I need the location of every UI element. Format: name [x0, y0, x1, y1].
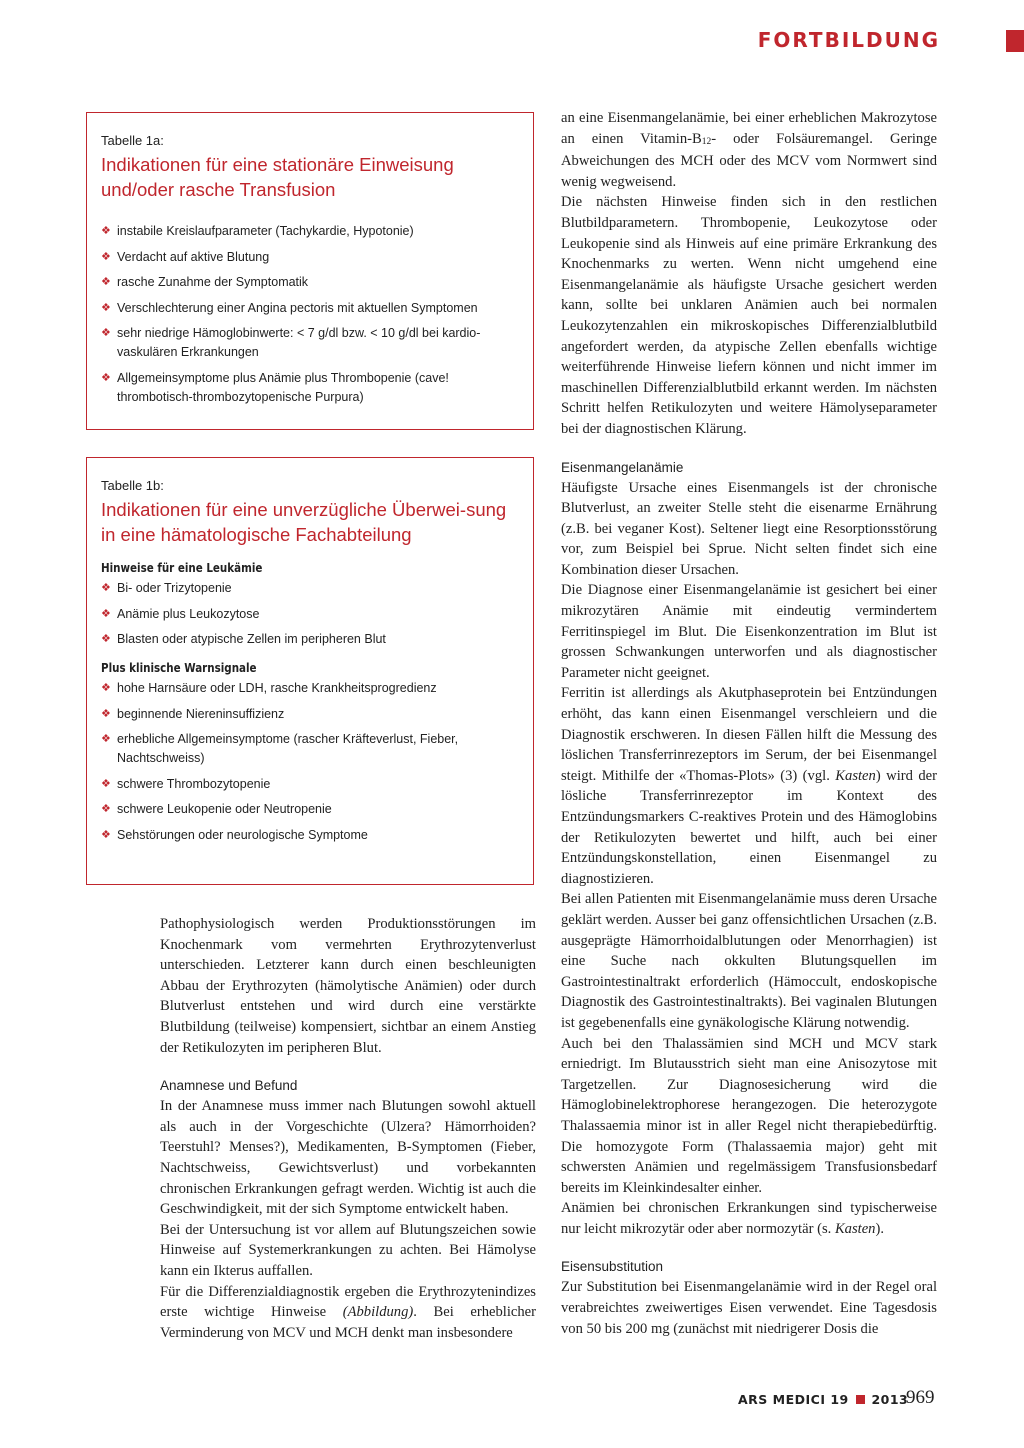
section-title: FORTBILDUNG [757, 28, 940, 52]
table-1a-box [86, 112, 534, 430]
paragraph: Die Diagnose einer Eisenmangelanämie ist gesichert bei einer mikrozytären Anämie mit eindeutig vermindertem Ferritinspiegel im Blut. Die Eisenkonzentration im Blut ist grossen Schwankungen unterworfen und als diagnostischer Parameter nicht geeignet. [561, 582, 937, 681]
paragraph: Häufigste Ursache eines Eisenmangels ist der chronische Blutverlust, an zweiter Stelle steht die eisenarme Ernährung (z.B. bei veganer Kost). Seltener liegt eine Resorptionsstörung vor, zum Beispiel bei Sprue. Nicht selten findet sich eine Kombination dieser Ursachen. [561, 479, 937, 578]
diamond-bullet-icon: ❖ [101, 682, 111, 694]
list-item: ❖ Verschlechterung einer Angina pectoris mit aktuellen Symptomen [101, 299, 519, 318]
list-item: ❖ hohe Harnsäure oder LDH, rasche Krankheitsprogredienz [101, 679, 519, 698]
table-1b-label: Tabelle 1b: [101, 478, 164, 493]
list-item: ❖ beginnende Niereninsuffizienz [101, 705, 519, 724]
list-item: ❖ Anämie plus Leukozytose [101, 605, 519, 624]
section-heading-eisensubstitution: Eisensubstitution [561, 1259, 664, 1275]
list-item: ❖ Verdacht auf aktive Blutung [101, 248, 519, 267]
list-item: ❖ schwere Leukopenie oder Neutropenie [101, 800, 519, 819]
diamond-bullet-icon: ❖ [101, 777, 111, 790]
left-text-column [160, 914, 536, 1343]
paragraph: In der Anamnese muss immer nach Blutungen sowohl aktuell als auch in der Vorgeschichte (Ulzera? Hämorrhoiden? Teerstuhl? Menses?), Medikamenten, B-Symptomen (Fieber, Nachtschweiss, Gewichtsverlust) und vorbekannten chronischen Erkrankungen gefragt werden. Wichtig ist auch die Geschwindigkeit, mit der sich Symptome entwickelt haben. [160, 1098, 536, 1218]
paragraph: Ferritin ist allerdings als Akutphaseprotein bei Entzündungen erhöht, das kann einen Eisenmangel verschleiern und die Diagnostik erschweren. In diesen Fällen hilft die Messung des löslichen Transferrinrezeptors im Serum, der bei Eisenmangel steigt. Mithilfe der «Thomas-Plots» (3) (vgl. Kasten) wird der lösliche Transferrinrezeptor im Kontext des Entzündungsmarkers C-reaktives Protein und des Hämoglobins der Retikulozyten bewertet und hilft, auch bei einer Entzündungskonstellation, einen Eisenmangel zu diagnostizieren. [561, 685, 937, 887]
section-color-bar [1006, 30, 1024, 52]
section-heading-eisenmangel: Eisenmangelanämie [561, 459, 684, 475]
diamond-bullet-icon: ❖ [101, 582, 111, 594]
paragraph: Für die Differenzialdiagnostik ergeben die Erythrozytenindizes erste wichtige Hinweise (Abbildung). Bei erheblicher Verminderung von MCV und MCH denkt man insbesondere [160, 1283, 536, 1341]
diamond-bullet-icon: ❖ [101, 733, 111, 745]
group-heading-leukemia: Hinweise für eine Leukämie [101, 561, 263, 575]
table-1a-title: Indikationen für eine stationäre Einweisung und/oder rasche Transfusion [101, 154, 454, 200]
list-item: ❖ sehr niedrige Hämoglobinwerte: < 7 g/dl bzw. < 10 g/dl bei kardio-vaskulären Erkrankungen [101, 326, 481, 359]
section-heading-anamnese: Anamnese und Befund [160, 1078, 298, 1094]
list-item: ❖ rasche Zunahme der Symptomatik [101, 273, 519, 292]
list-item: ❖ schwere Thrombozytopenie [101, 775, 519, 794]
diamond-bullet-icon: ❖ [101, 633, 111, 645]
paragraph: Bei allen Patienten mit Eisenmangelanämie muss deren Ursache geklärt werden. Ausser bei ganz offensichtlichen Ursachen (z.B. ausgeprägte Hämorrhoidalblutungen oder Menorrhagien) ist eine Suche nach okkulten Blutungsquellen im Gastrointestinaltrakt erforderlich (Hämoccult, endoskopische Diagnostik des Gastrointestinaltrakts). Bei vaginalen Blutungen ist gegebenenfalls eine gynäkologische Klärung notwendig. [561, 891, 937, 1031]
right-text-column [561, 108, 937, 1339]
table-1a-label: Tabelle 1a: [101, 133, 164, 148]
paragraph: Zur Substitution bei Eisenmangelanämie wird in der Regel oral verabreichtes zweiwertiges Eisen verwendet. Eine Tagesdosis von 50 bis 200 mg (zunächst mit niedrigerer Dosis die [561, 1279, 937, 1337]
list-item: ❖ Sehstörungen oder neurologische Symptome [101, 826, 519, 845]
footer-journal: ARS MEDICI 19 2013 [738, 1392, 909, 1407]
table-1a-list [101, 222, 519, 407]
diamond-bullet-icon: ❖ [101, 250, 111, 263]
diamond-bullet-icon: ❖ [101, 607, 111, 620]
diamond-bullet-icon: ❖ [101, 803, 111, 815]
diamond-bullet-icon: ❖ [101, 225, 111, 237]
list-item: ❖ Blasten oder atypische Zellen im peripheren Blut [101, 630, 519, 649]
paragraph: Die nächsten Hinweise finden sich in den restlichen Blutbildparametern. Thrombopenie, Leukozytose oder Leukopenie sind als Hinweis auf eine primäre Erkrankung des Knochenmarks zu werten. Wenn nicht umgehend eine Eisenmangelanämie als häufigste Ursache gesichert werden kann, sollte bei unklaren Anämien auch bei normalen Leukozytenzahlen ein mikroskopisches Differenzialblutbild angefordert werden, da atypische Zellen ebenfalls wichtige weiterführende Hinweise liefern können und nicht immer im maschinellen Differenzialblutbild erkannt werden. Im nächsten Schritt helfen Retikulozyten und weitere Hämolyseparameter bei der diagnostischen Klärung. [561, 194, 937, 437]
table-1b-list-2 [101, 679, 519, 845]
intro-paragraph: Pathophysiologisch werden Produktionsstörungen im Knochenmark vom vermehrten Erythrozytenverlust unterschieden. Letzterer kann durch einen beschleunigten Abbau der Erythrozyten (hämolytische Anämien) oder durch Blutverlust entstehen und wird durch eine verstärkte Blutbildung (teilweise) kompensiert, sichtbar an einem Anstieg der Retikulozyten im peripheren Blut. [160, 916, 536, 1056]
page-number: 969 [906, 1387, 935, 1408]
diamond-bullet-icon: ❖ [101, 276, 111, 288]
list-item: ❖ instabile Kreislaufparameter (Tachykardie, Hypotonie) [101, 222, 519, 241]
group-heading-warning-signs: Plus klinische Warnsignale [101, 661, 257, 675]
paragraph: Bei der Untersuchung ist vor allem auf Blutungszeichen sowie Hinweise auf Systemerkrankungen zu achten. Bei Hämolyse kann ein Ikterus auffallen. [160, 1221, 536, 1279]
table-1b-list-1 [101, 579, 519, 649]
list-item: ❖ Bi- oder Trizytopenie [101, 579, 519, 598]
list-item: ❖ erhebliche Allgemeinsymptome (rascher Kräfteverlust, Fieber, Nachtschweiss) [101, 732, 459, 765]
diamond-bullet-icon: ❖ [101, 301, 111, 314]
paragraph: Auch bei den Thalassämien sind MCH und MCV stark erniedrigt. Im Blutausstrich sieht man eine Anisozytose mit Targetzellen. Zur Diagnosesicherung wird die Hämoglobinelektrophorese herangezogen. Die heterozygote Thalassaemia minor ist in aller Regel nicht therapiebedürftig. Die homozygote Form (Thalassaemia major) geht mit schwersten Anämien und regelmässigem Transfusionsbedarf bereits im Kleinkindesalter einher. [561, 1035, 937, 1196]
list-item: ❖ Allgemeinsymptome plus Anämie plus Thrombopenie (cave! thrombotisch-thrombozytopenische Purpura) [101, 370, 449, 404]
diamond-bullet-icon: ❖ [101, 828, 111, 841]
table-1b-title: Indikationen für eine unverzügliche Überwei-sung in eine hämatologische Fachabteilung [101, 499, 507, 545]
diamond-bullet-icon: ❖ [101, 707, 111, 720]
diamond-bullet-icon: ❖ [101, 327, 111, 339]
table-1b-box [86, 457, 534, 885]
footer-square-icon [856, 1395, 865, 1404]
paragraph: Anämien bei chronischen Erkrankungen sind typischerweise nur leicht mikrozytär oder aber normozytär (s. Kasten). [561, 1200, 937, 1237]
paragraph: an eine Eisenmangelanämie, bei einer erheblichen Makrozytose an einen Vitamin-$B_{12}-$ oder Folsäuremangel. Geringe Abweichungen des MCH oder des MCV vom Normwert sind wenig wegweisend. [561, 110, 937, 190]
diamond-bullet-icon: ❖ [101, 371, 111, 384]
